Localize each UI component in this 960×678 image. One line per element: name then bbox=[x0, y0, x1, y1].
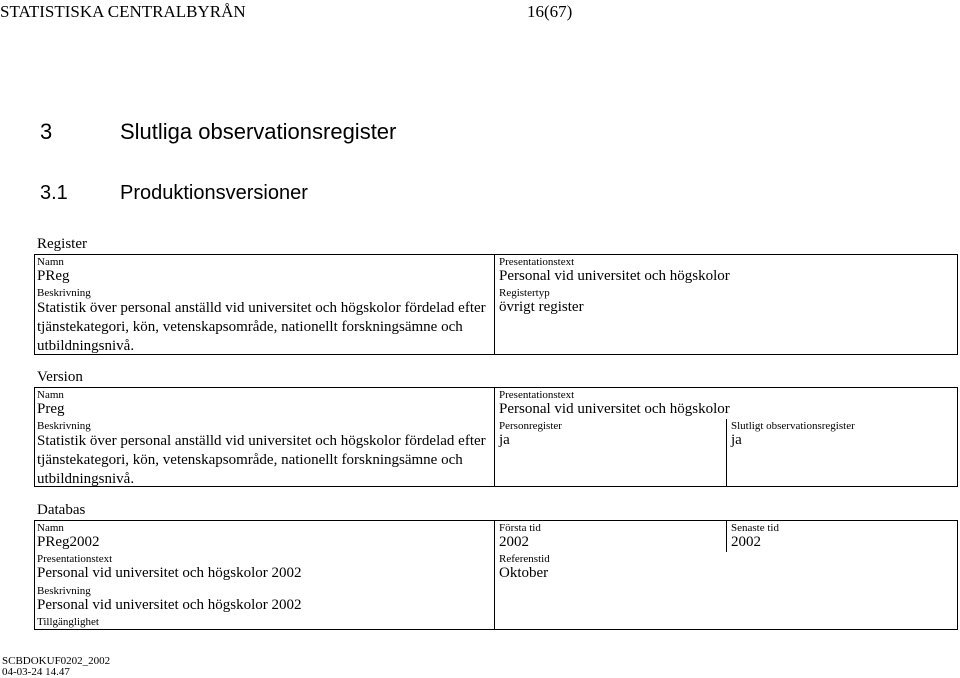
database-first-time-value: 2002 bbox=[499, 534, 529, 550]
register-type-label: Registertyp bbox=[499, 287, 550, 299]
document-date: 04-03-24 14.47 bbox=[2, 666, 70, 678]
database-heading: Databas bbox=[37, 502, 86, 518]
database-divider-right bbox=[726, 520, 727, 552]
version-name-value: Preg bbox=[37, 401, 65, 417]
register-name-label: Namn bbox=[37, 256, 64, 268]
register-presentation-label: Presentationstext bbox=[499, 256, 575, 268]
organization-name: STATISTISKA CENTRALBYRÅN bbox=[0, 2, 246, 21]
version-person-register-label: Personregister bbox=[499, 420, 562, 432]
register-heading: Register bbox=[37, 236, 87, 252]
database-name-label: Namn bbox=[37, 522, 64, 534]
database-availability-label: Tillgänglighet bbox=[37, 616, 99, 628]
register-description-value: Statistik över personal anställd vid universitet och högskolor fördelad efter tjänstekategori, kön, vetenskapsområde, nationellt forskningsämne och utbildningsnivå. bbox=[37, 300, 486, 354]
database-latest-time-label: Senaste tid bbox=[731, 522, 779, 534]
database-presentation-label: Presentationstext bbox=[37, 553, 113, 565]
section-heading bbox=[40, 182, 308, 205]
database-divider bbox=[494, 520, 495, 630]
register-name-value: PReg bbox=[37, 268, 70, 284]
database-description-value: Personal vid universitet och högskolor 2002 bbox=[37, 597, 302, 613]
database-description-label: Beskrivning bbox=[37, 585, 91, 597]
version-divider-right bbox=[726, 419, 727, 487]
database-name-value: PReg2002 bbox=[37, 534, 100, 550]
section-title: Produktionsversioner bbox=[120, 182, 308, 204]
database-reference-time-value: Oktober bbox=[499, 565, 549, 581]
version-description-label: Beskrivning bbox=[37, 420, 91, 432]
register-description-label: Beskrivning bbox=[37, 287, 91, 299]
version-description-value: Statistik över personal anställd vid universitet och högskolor fördelad efter tjänstekategori, kön, vetenskapsområde, nationellt forskningsämne och utbildningsnivå. bbox=[37, 433, 486, 487]
chapter-title: Slutliga observationsregister bbox=[120, 119, 397, 144]
register-presentation-value: Personal vid universitet och högskolor bbox=[499, 268, 730, 284]
page-number: 16(67) bbox=[527, 2, 573, 21]
database-latest-time-value: 2002 bbox=[731, 534, 761, 550]
register-divider bbox=[494, 254, 495, 355]
version-final-register-value: ja bbox=[731, 432, 742, 448]
register-type-value: övrigt register bbox=[499, 299, 584, 315]
version-name-label: Namn bbox=[37, 389, 64, 401]
section-number: 3.1 bbox=[40, 182, 68, 204]
document-id: SCBDOKUF0202_2002 bbox=[2, 655, 111, 667]
version-presentation-value: Personal vid universitet och högskolor bbox=[499, 401, 730, 417]
chapter-heading bbox=[40, 119, 396, 145]
database-reference-time-label: Referenstid bbox=[499, 553, 550, 565]
version-presentation-label: Presentationstext bbox=[499, 389, 575, 401]
database-presentation-value: Personal vid universitet och högskolor 2002 bbox=[37, 565, 302, 581]
version-divider bbox=[494, 387, 495, 487]
chapter-number: 3 bbox=[40, 119, 53, 144]
version-heading: Version bbox=[37, 369, 83, 385]
version-person-register-value: ja bbox=[499, 432, 510, 448]
database-first-time-label: Första tid bbox=[499, 522, 541, 534]
version-final-register-label: Slutligt observationsregister bbox=[731, 420, 855, 432]
